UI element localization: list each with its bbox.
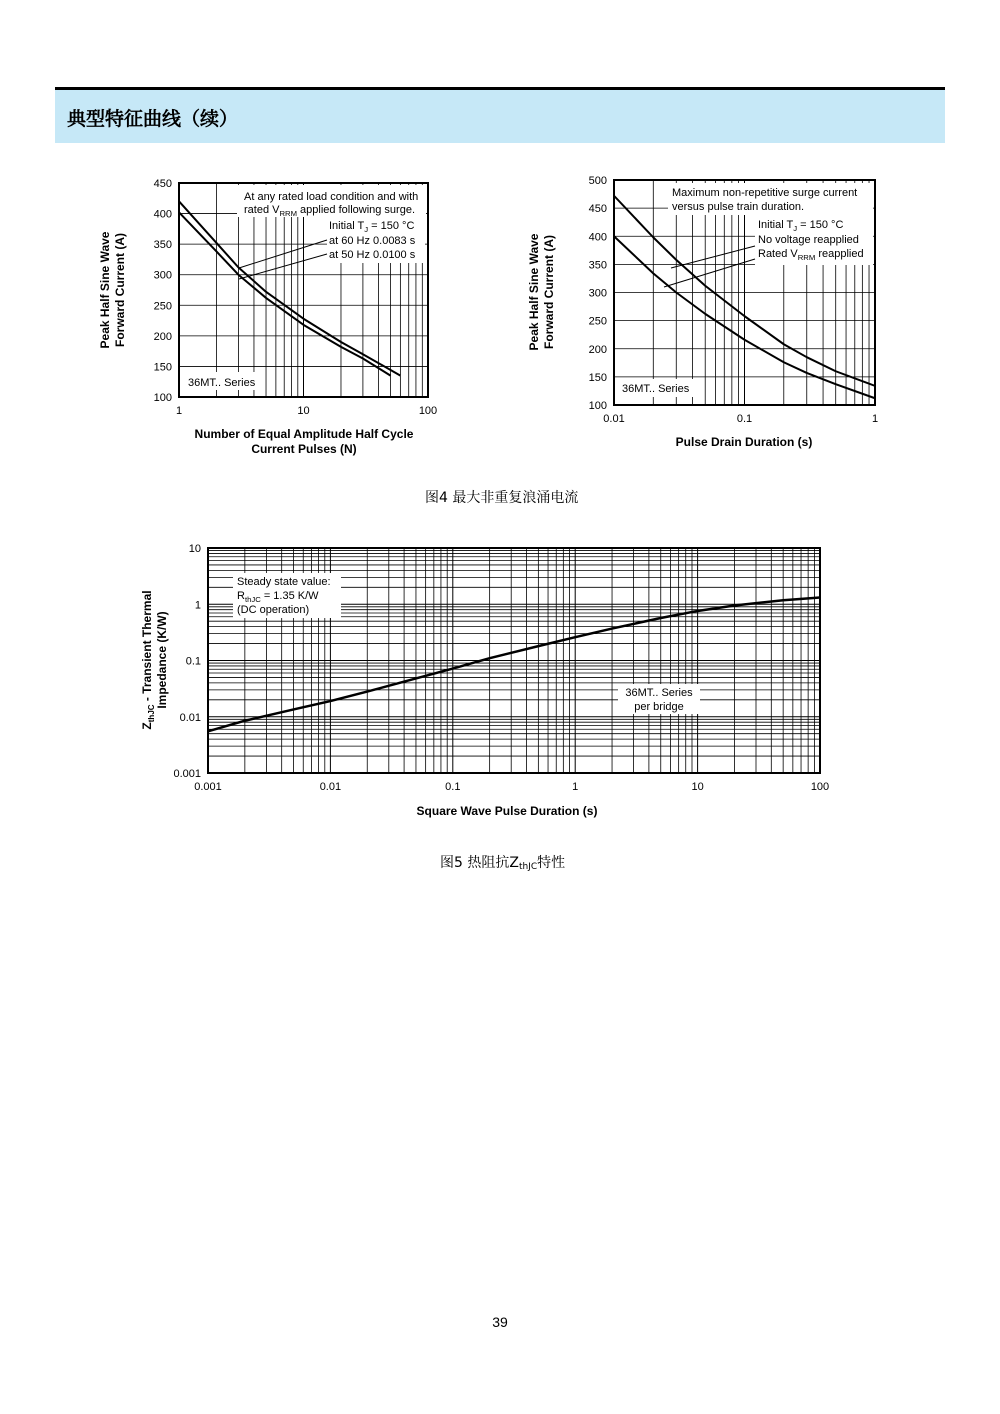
y-axis-label-line-1: Peak Half Sine Wave (527, 233, 541, 351)
y-tick-label: 250 (153, 300, 172, 313)
y-tick-label: 0.1 (185, 655, 201, 668)
x-tick-label: 0.01 (603, 413, 625, 425)
annotation-condition-line-3: Rated $V_{RRM}$ reapplied (758, 248, 864, 262)
figure-4-caption-text: 图4 最大非重复浪涌电流 (425, 490, 579, 506)
x-tick-label: 100 (418, 405, 438, 417)
y-tick-label: 300 (588, 287, 607, 300)
y-tick-label: 450 (153, 178, 172, 190)
x-tick-label: 10 (297, 405, 310, 417)
figure-5-caption-prefix: 图5 热阻抗Z (440, 855, 519, 871)
annotation-condition-line-3: at 50 Hz 0.0100 s (329, 249, 416, 261)
annotation-series-label-line-1: 36MT.. Series (625, 687, 693, 699)
section-title: 典型特征曲线（续） (67, 108, 239, 130)
x-axis-label: Square Wave Pulse Duration (s) (416, 804, 598, 818)
x-tick-label: 0.1 (736, 413, 753, 425)
y-axis-label-line-2: Forward Current (A) (542, 235, 556, 349)
x-tick-label: 100 (810, 781, 830, 793)
y-tick-label: 250 (588, 315, 607, 328)
y-tick-label: 300 (153, 269, 172, 282)
annotation-condition-line-2: No voltage reapplied (758, 234, 859, 246)
x-axis-label: Pulse Drain Duration (s) (675, 435, 813, 449)
x-tick-label: 1 (572, 781, 579, 793)
y-tick-label: 100 (153, 392, 172, 404)
annotation-note-line-1: At any rated load condition and with (244, 191, 419, 203)
annotation-condition-line-1: Initial $T_J = 150$ °C (758, 219, 844, 233)
x-axis-label-line-2: Current Pulses (N) (251, 442, 357, 456)
x-tick-label: 1 (871, 413, 879, 425)
annotation-steady-line-3: (DC operation) (237, 604, 310, 616)
annotation-condition-line-2: at 60 Hz 0.0083 s (329, 235, 416, 247)
x-tick-label: 0.001 (194, 781, 222, 793)
page-number: 39 (492, 1314, 508, 1330)
y-tick-label: 350 (588, 259, 607, 272)
annotation-note-line-2: versus pulse train duration. (672, 201, 805, 213)
y-tick-label: 150 (153, 361, 172, 374)
x-tick-label: 10 (691, 781, 704, 793)
y-tick-label: 0.01 (179, 711, 201, 724)
y-tick-label: 500 (588, 175, 607, 187)
y-tick-label: 150 (588, 371, 607, 384)
y-tick-label: 1 (194, 599, 201, 612)
y-tick-label: 200 (153, 330, 172, 343)
annotation-note-line-2: rated $V_{RRM}$ applied following surge. (244, 204, 416, 218)
y-tick-label: 450 (588, 203, 607, 216)
y-tick-label: 100 (588, 400, 607, 412)
x-tick-label: 0.1 (445, 781, 461, 793)
y-tick-label: 0.001 (173, 768, 201, 780)
annotation-steady-line-1: Steady state value: (237, 576, 331, 588)
annotation-series-label: 36MT.. Series (188, 377, 256, 389)
x-axis-label-line-1: Number of Equal Amplitude Half Cycle (194, 427, 414, 441)
figure-5-caption-suffix: 特性 (537, 855, 566, 871)
figure-5-caption-subscript: thJC (518, 862, 538, 872)
y-axis-label-line-2: Impedance (K/W) (155, 611, 169, 709)
figure-5-caption (440, 852, 565, 872)
y-tick-label: 200 (588, 343, 607, 356)
y-tick-label: 350 (153, 239, 172, 252)
y-axis-label-line-1: $Z_{thJC}$ - Transient Thermal (140, 590, 156, 730)
annotation-steady-line-2: $R_{thJC} = 1.35$ K/W (237, 590, 319, 604)
annotation-series-label-line-2: per bridge (634, 701, 684, 713)
y-axis-label-line-1: Peak Half Sine Wave (98, 231, 112, 349)
y-tick-label: 10 (188, 543, 201, 555)
y-tick-label: 400 (588, 231, 607, 244)
x-tick-label: 1 (175, 405, 183, 417)
annotation-condition-line-1: Initial $T_J = 150$ °C (329, 220, 415, 234)
x-tick-label: 0.01 (319, 781, 342, 793)
annotation-note-line-1: Maximum non-repetitive surge current (672, 187, 858, 199)
y-tick-label: 400 (153, 208, 172, 221)
annotation-series-label: 36MT.. Series (622, 383, 690, 395)
y-axis-label-line-2: Forward Current (A) (113, 233, 127, 347)
